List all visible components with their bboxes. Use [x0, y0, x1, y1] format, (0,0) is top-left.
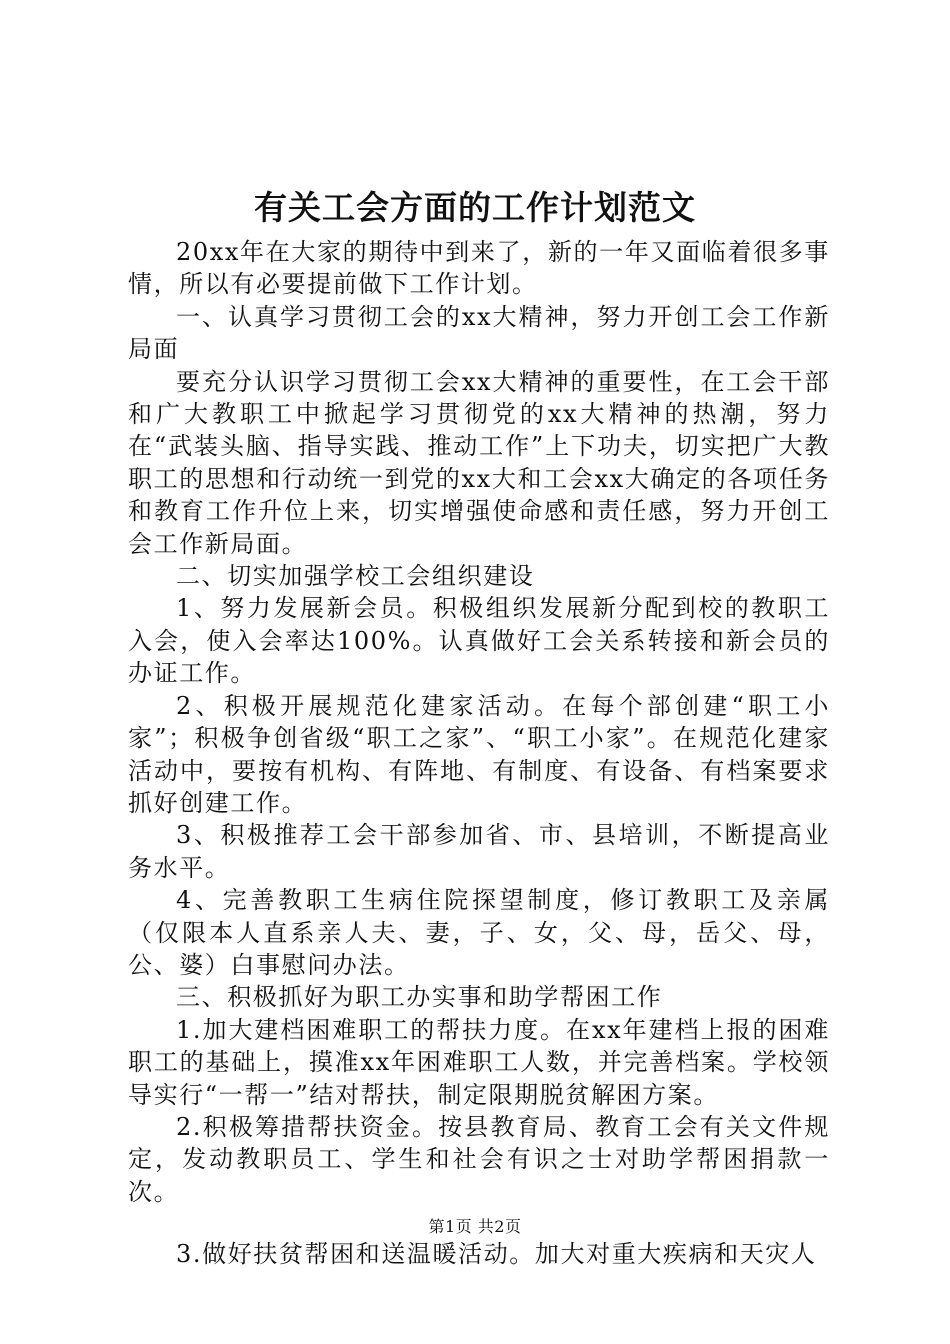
paragraph-item-3-1: 1.加大建档困难职工的帮扶力度。在xx年建档上报的困难职工的基础上，摸准xx年困难职工人数，并完善档案。学校领导实行“一帮一”结对帮扶，制定限期脱贫解困方案。 — [128, 1015, 830, 1109]
paragraph-section-1: 要充分认识学习贯彻工会xx大精神的重要性，在工会干部和广大教职工中掀起学习贯彻党的xx大精神的热潮，努力在“武装头脑、指导实践、推动工作”上下功夫，切实把广大教职工的思想和行动统一到党的xx大和工会xx大确定的各项任务和教育工作升位上来，切实增强使命感和责任感，努力开创工会工作新局面。 — [128, 367, 830, 558]
paragraph-intro: 20xx年在大家的期待中到来了，新的一年又面临着很多事情，所以有必要提前做下工作计划。 — [128, 238, 830, 299]
document-body — [128, 236, 830, 1271]
section-heading-2: 二、切实加强学校工会组织建设 — [176, 562, 535, 591]
paragraph-item-3-2: 2.积极筹措帮扶资金。按县教育局、教育工会有关文件规定，发动教职员工、学生和社会有识之士对助学帮困捐款一次。 — [128, 1112, 830, 1206]
paragraph-item-3-3: 3.做好扶贫帮困和送温暖活动。加大对重大疾病和天灾人 — [176, 1240, 817, 1269]
section-heading-3: 三、积极抓好为职工办实事和助学帮困工作 — [176, 983, 663, 1012]
page-footer: 第1页 共2页 — [428, 1217, 522, 1236]
paragraph-item-2-4: 4、完善教职工生病住院探望制度，修订教职工及亲属（仅限本人直系亲人夫、妻，子、女，父、母，岳父、母，公、婆）白事慰问办法。 — [128, 886, 830, 979]
section-heading-1: 一、认真学习贯彻工会的xx大精神，努力开创工会工作新局面 — [128, 302, 830, 364]
paragraph-item-2-1: 1、努力发展新会员。积极组织发展新分配到校的教职工入会，使入会率达100%。认真做好工会关系转接和新会员的办证工作。 — [128, 594, 830, 688]
paragraph-item-2-2: 2、积极开展规范化建家活动。在每个部创建“职工小家”；积极争创省级“职工之家”、“职工小家”。在规范化建家活动中，要按有机构、有阵地、有制度、有设备、有档案要求抓好创建工作。 — [128, 691, 830, 817]
document-title: 有关工会方面的工作计划范文 — [254, 188, 696, 227]
paragraph-item-2-3: 3、积极推荐工会干部参加省、市、县培训，不断提高业务水平。 — [128, 821, 830, 882]
